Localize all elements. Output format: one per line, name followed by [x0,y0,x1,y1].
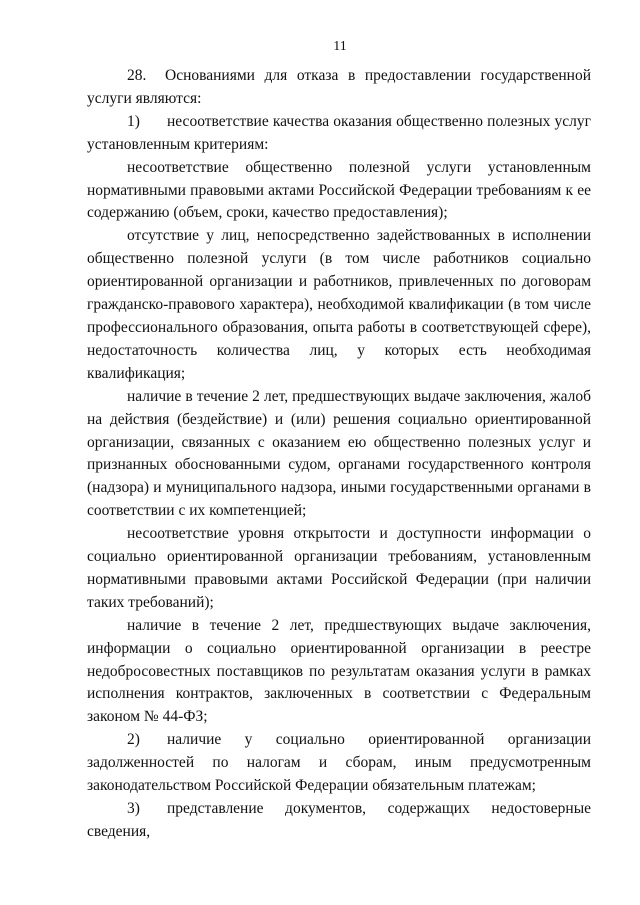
paragraph-text: наличие у социально ориентированной организации задолженностей по налогам и сборам, иным предусмотренным законодательством Российской Федерации обязательным платежам; [87,731,591,795]
paragraph-number: 1) [127,112,140,130]
paragraph-text: несоответствие качества оказания общественно полезных услуг установленным критериям: [87,112,591,153]
paragraph-number: 2) [127,731,140,749]
paragraph-text: несоответствие общественно полезной услуги установленным нормативными правовыми актами Российской Федерации требованиям к ее содержанию (объем, сроки, качество предоставления); [87,158,591,222]
page-number: 11 [333,39,347,54]
paragraph-number: 3) [127,800,140,817]
document-body [87,65,591,844]
paragraph-text: Основаниями для отказа в предоставлении государственной услуги являются: [87,67,591,107]
paragraph-text: наличие в течение 2 лет, предшествующих выдаче заключения, информации о социально ориентированной организации в реестре недобросовестных поставщиков по результатам оказания услуги в рамках исполнения контрактов, заключенных в соответствии с Федеральным законом № 44-ФЗ; [87,616,591,726]
paragraph-criterion-openness [87,523,591,615]
paragraph-item-1 [87,111,591,157]
paragraph-item-2 [87,729,591,798]
paragraph-text: несоответствие уровня открытости и доступности информации о социально ориентированной организации требованиям, установленным нормативными правовыми актами Российской Федерации (при наличии таких требований); [87,525,591,611]
paragraph-criterion-complaints [87,386,591,523]
paragraph-text: наличие в течение 2 лет, предшествующих выдаче заключения, жалоб на действия (бездействие) и (или) решения социально ориентированной организации, связанных с оказанием ею общественно полезных услуг и признанных обоснованными судом, органами государственного контроля (надзора) и муниципального надзора, иными государственными органами в соответствии с их компетенцией; [87,387,591,520]
paragraph-28 [87,65,591,111]
paragraph-text: представление документов, содержащих недостоверные сведения, [87,800,591,840]
paragraph-criterion-registry [87,615,591,730]
paragraph-text: отсутствие у лиц, непосредственно задействованных в исполнении общественно полезной услуги (в том числе работников социально ориентированной организации и работников, привлеченных по договорам гражданско-правового характера), необходимой квалификации (в том числе профессионального образования, опыта работы в соответствующей сфере), недостаточность количества лиц, у которых есть необходимая квалификация; [87,227,591,382]
paragraph-number: 28. [127,67,147,84]
paragraph-item-3 [87,798,591,844]
paragraph-criterion-content [87,157,591,226]
paragraph-criterion-qualification [87,225,591,385]
